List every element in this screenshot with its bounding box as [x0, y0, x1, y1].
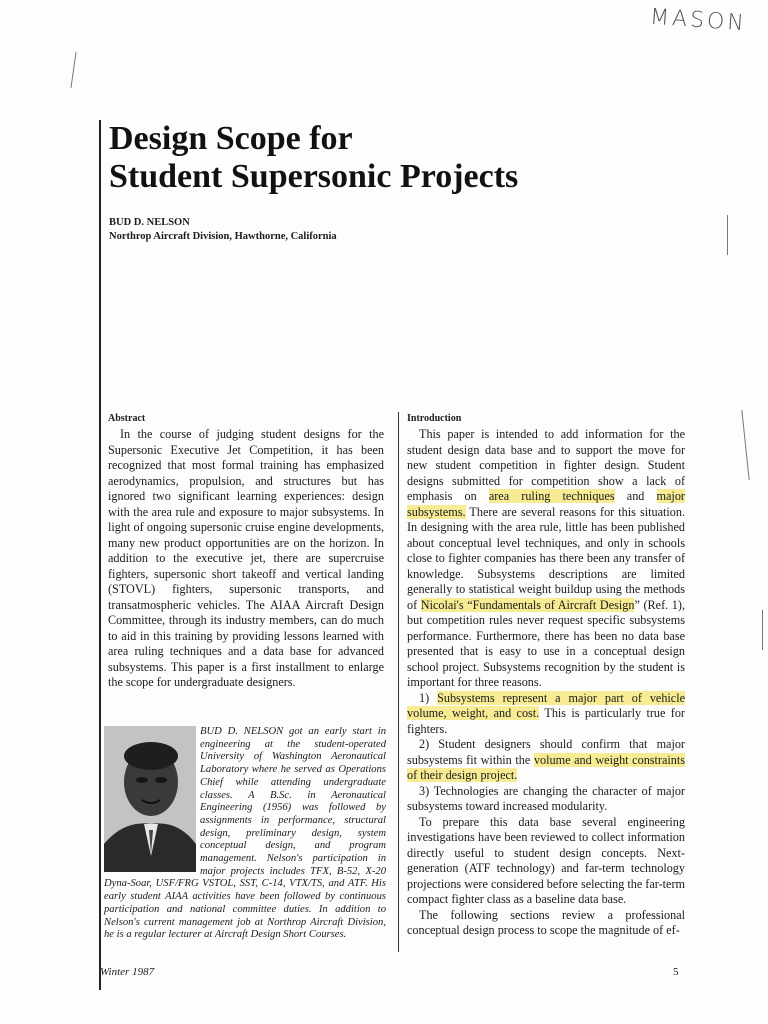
handwritten-note: MASON [649, 4, 748, 37]
footer-issue: Winter 1987 [100, 966, 155, 978]
highlight: Subsystems represent a major part of vehicle volume, weight, and cost. [407, 690, 686, 720]
author-block [109, 216, 337, 244]
page-number: 5 [673, 966, 679, 978]
left-rule [99, 120, 101, 990]
highlight: Nicolai's “Fundamentals of Aircraft Design [420, 597, 635, 612]
introduction-heading: Introduction [407, 413, 462, 424]
author-name: BUD D. NELSON [109, 217, 190, 228]
intro-paragraph-2: 1) Subsystems represent a major part of vehicle volume, weight, and cost. This is particularly true for fighters. [407, 690, 686, 736]
author-affiliation: Northrop Aircraft Division, Hawthorne, California [109, 231, 337, 242]
intro-paragraph-4: 3) Technologies are changing the character of major subsystems toward increased modularity. [407, 783, 685, 813]
abstract-section [108, 412, 384, 691]
highlight: major subsystems. [407, 489, 685, 519]
intro-paragraph-3: 2) Student designers should confirm that major subsystems fit within the volume and weight constraints of their design project. [407, 737, 685, 782]
title-line-2: Student Supersonic Projects [109, 158, 519, 195]
column-divider [398, 412, 399, 952]
bio-text: BUD D. NELSON got an early start in engineering at the student-operated University of Washington Aeronautical Laboratory where he served as Operations Chief while attending undergraduate classes. A B.Sc. in Aeronautical Engineering (1956) was followed by assignments in performance, structural design, preliminary design, system conceptual design, and program management. Nelson's participation in major projects includes TFX, B-52, X-20 Dyna-Soar, USF/FRG VSTOL, SST, C-14, VTX/TS, and ATF. His early student AIAA activities have been followed by continuous participation and national committee duties. In addition to Nelson's current management job at Northrop Aircraft Division, he is a regular lecturer at Aircraft Design Short Courses. [104, 726, 386, 941]
abstract-text: In the course of judging student designs for the Supersonic Executive Jet Competition, it has been recognized that most formal training has emphasized aerodynamics, propulsion, and structures but has ignored two significant learning experiences: design with the area rule and exposure to major subsystems. In light of ongoing supersonic cruise engine developments, many new product opportunities are on the horizon. In addition to the executive jet, there are supercruise fighters, supersonic short takeoff and vertical landing (STOVL) fighters, supersonic transports, and transatmospheric vehicles. The AIAA Aircraft Design Committee, through its industry members, can do much to aid in this training by providing lessons learned with area ruling techniques and a data base for advanced subsystems. This paper is a first installment to enlarge the scope for undergraduate designers. [108, 427, 384, 689]
abstract-heading: Abstract [108, 413, 146, 424]
article-title [109, 120, 518, 196]
margin-mark [727, 215, 728, 255]
highlight: volume and weight constraints of their design project. [407, 752, 685, 782]
bio-photo-space [104, 726, 200, 872]
intro-paragraph-1: This paper is intended to add information for the student design data base and to support the move for new student competition in fighter design. Student designs submitted for competition show a lack of emphasis on area ruling techniques and major subsystems. There are several reasons for this situation. In designing with the area rule, little has been published about conceptual level techniques, and only in schools close to fighter companies has there been any transfer of knowledge. Subsystems descriptions are limited generally to statistical weight buildup using the methods of Nicolai's “Fundamentals of Aircraft Design” (Ref. 1), but competition rules never request specific subsystems performance. Furthermore, there has been no data base presented that is easy to use in a conceptual design school project. Subsystems recognition by the student is important for three reasons. [407, 427, 686, 689]
title-line-1: Design Scope for [109, 120, 353, 157]
margin-mark [741, 410, 749, 480]
intro-paragraph-5: To prepare this data base several engineering investigations have been reviewed to collect information directly useful to student design concepts. Next-generation (ATF technology) and far-term technology projections were considered before selecting the far-term compact fighter class as a baseline data base. [407, 814, 685, 906]
margin-mark [762, 610, 763, 650]
intro-paragraph-6: The following sections review a professional conceptual design process to scope the magnitude of ef- [407, 907, 685, 937]
introduction-section [407, 412, 685, 939]
author-bio [104, 726, 386, 942]
highlight: area ruling techniques [488, 489, 615, 503]
margin-mark [70, 52, 76, 88]
